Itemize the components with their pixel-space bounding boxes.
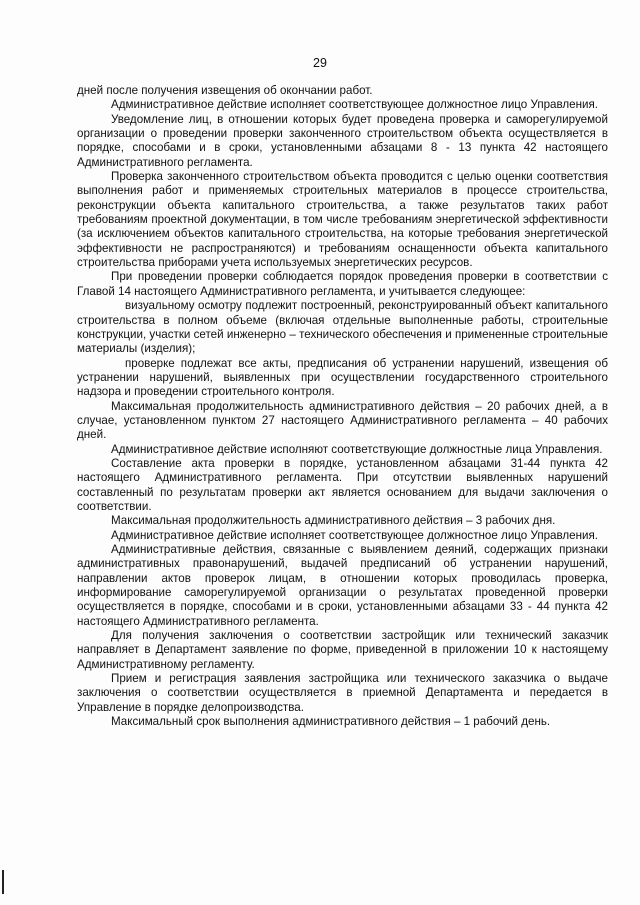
paragraph-11: Максимальная продолжительность административного действия – 3 рабочих дня.	[111, 514, 556, 528]
paragraph-16: Максимальный срок выполнения административного действия – 1 рабочий день.	[111, 715, 551, 729]
page-number: 29	[313, 56, 327, 70]
paragraph-3: Уведомление лиц, в отношении которых будет проведена проверка и саморегулируемой организации о проведении проверки законченного строительством объекта осуществляется в порядке, способами и в сроки, установленными абзацами 8 - 13 пункта 42 настоящего Административного регламента.	[77, 112, 608, 169]
paragraph-12: Административное действие исполняет соответствующее должностное лицо Управления.	[111, 528, 598, 542]
paragraph-14: Для получения заключения о соответствии застройщик или технический заказчик направляет в Департамент заявление по форме, приведенной в приложении 10 к настоящему Административному регламенту.	[77, 629, 608, 671]
paragraph-2: Административное действие исполняет соответствующее должностное лицо Управления.	[111, 98, 598, 112]
paragraph-8: Максимальная продолжительность административного действия – 20 рабочих дней, а в случае, установленном пунктом 27 настоящего Административного регламента – 40 рабочих дней.	[77, 399, 608, 442]
paragraph-15: Прием и регистрация заявления застройщика или технического заказчика о выдаче заключения о соответствии осуществляется в приемной Департамента и передается в Управление в порядке делопроизводства.	[77, 672, 608, 714]
paragraph-9: Административное действие исполняют соответствующие должностные лица Управления.	[111, 442, 603, 456]
document-body	[77, 84, 608, 729]
paragraph-13: Административные действия, связанные с выявлением деяний, содержащих признаки административных правонарушений, выдачей предписаний об устранении нарушений, направлении актов проверок лицам, в отношении которых проводилась проверка, информирование саморегулируемой организации о результатах проведенной проверки осуществляется в порядке, способами и в сроки, установленными абзацами 33 - 44 пункта 42 настоящего Административного регламента.	[77, 543, 608, 628]
paragraph-10: Составление акта проверки в порядке, установленном абзацами 31-44 пункта 42 настоящего Административного регламента. При отсутствии выявленных нарушений составленный по результатам проверки акт является основанием для выдачи заключения о соответствии.	[77, 456, 608, 513]
paragraph-7: проверке подлежат все акты, предписания об устранении нарушений, извещения об устранении нарушений, выявленных при осуществлении государственного строительного надзора и проведении строительного контроля.	[77, 356, 608, 399]
paragraph-1: дней после получения извещения об окончании работ.	[77, 84, 373, 97]
scan-edge-mark	[2, 870, 4, 894]
paragraph-4: Проверка законченного строительством объекта проводится с целью оценки соответствия выполнения работ и применяемых строительных материалов в процессе строительства, реконструкции объекта капитального строительства, а также результатов таких работ требованиям проектной документации, в том числе требованиям энергетической эффективности (за исключением объектов капитального строительства, на которые требования энергетической эффективности не распространяются) и требованиям оснащенности объекта капитального строительства приборами учета используемых энергетических ресурсов.	[77, 170, 608, 270]
paragraph-5: При проведении проверки соблюдается порядок проведения проверки в соответствии с Главой 14 настоящего Административного регламента, и учитывается следующее:	[77, 270, 608, 298]
paragraph-6: визуальному осмотру подлежит построенный, реконструированный объект капитального строительства в полном объеме (включая отдельные выполненные работы, строительные конструкции, участки сетей инженерно – технического обеспечения и примененные строительные материалы (изделия);	[77, 299, 608, 356]
